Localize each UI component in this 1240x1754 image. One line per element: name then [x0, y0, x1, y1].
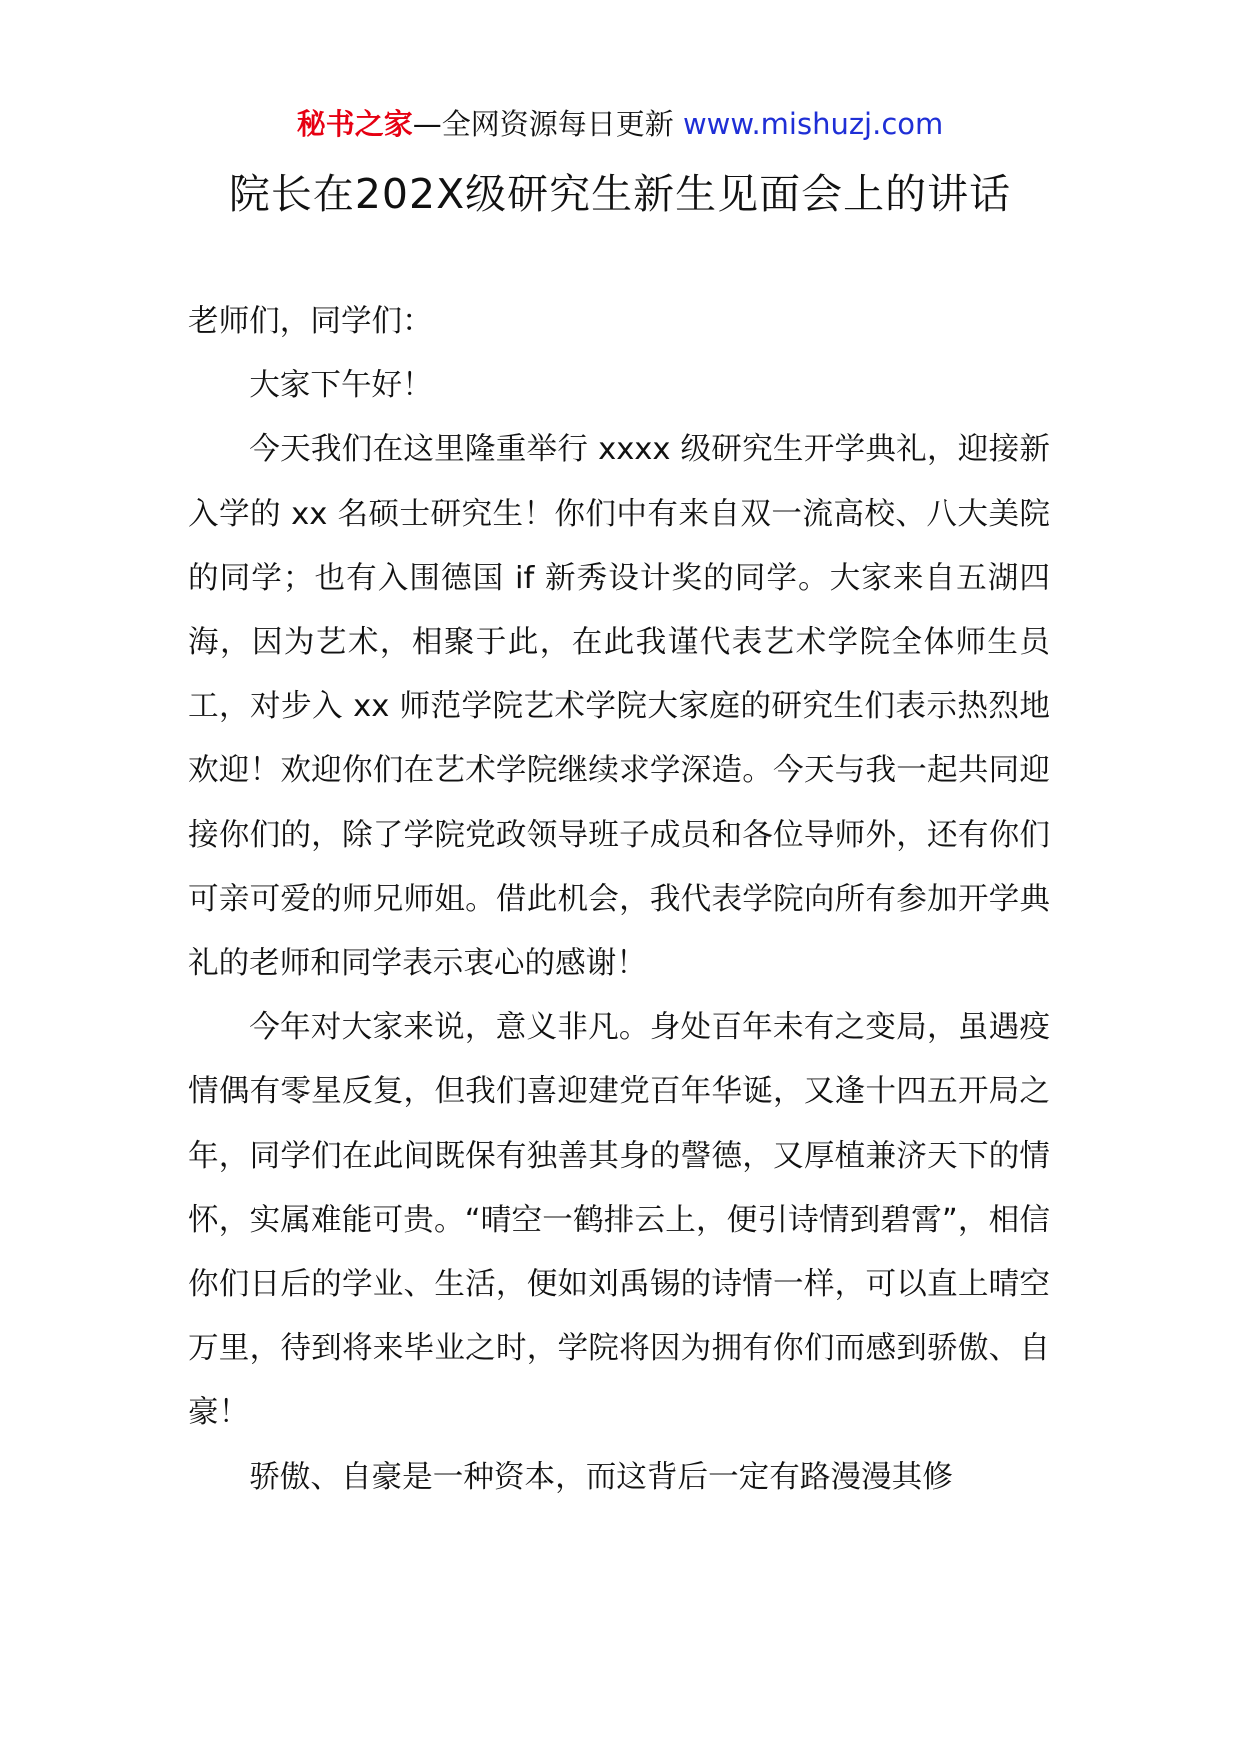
brand-name: 秘书之家 [296, 107, 413, 141]
paragraph-continuation: 骄傲、自豪是一种资本，而这背后一定有路漫漫其修 [249, 1459, 953, 1495]
paragraph-significance: 今年对大家来说，意义非凡。身处百年未有之变局，虽遇疫情偶有零星反复，但我们喜迎建党百年华诞，又逢十四五开局之年，同学们在此间既保有独善其身的謦德，又厚植兼济天下的情怀，实属难能可贵。“晴空一鹤排云上，便引诗情到碧霄”，相信你们日后的学业、生活，便如刘禹锡的诗情一样，可以直上晴空万里，待到将来毕业之时，学院将因为拥有你们而感到骄傲、自豪！ [188, 1010, 1050, 1431]
document-body [188, 290, 1050, 1510]
header-tagline: —全网资源每日更新 [412, 107, 674, 141]
salutation: 老师们，同学们： [188, 304, 433, 339]
paragraph-welcome: 今天我们在这里隆重举行 xxxx 级研究生开学典礼，迎接新入学的 xx 名硕士研究生！你们中有来自双一流高校、八大美院的同学；也有入围德国 if 新秀设计奖的同学。大家来自五湖四海，因为艺术，相聚于此，在此我谨代表艺术学院全体师生员工，对步入 xx 师范学院艺术学院大家庭的研究生们表示热烈地欢迎！欢迎你们在艺术学院继续求学深造。今天与我一起共同迎接你们的，除了学院党政领导班子成员和各位导师外，还有你们可亲可爱的师兄师姐。借此机会，我代表学院向所有参加开学典礼的老师和同学表示衷心的感谢！ [188, 432, 1050, 982]
site-url-link[interactable]: www.mishuzj.com [682, 107, 944, 141]
document-title: 院长在202X级研究生新生见面会上的讲话 [228, 170, 1012, 218]
site-header [0, 102, 1240, 146]
paragraph-greeting: 大家下午好！ [249, 368, 433, 404]
